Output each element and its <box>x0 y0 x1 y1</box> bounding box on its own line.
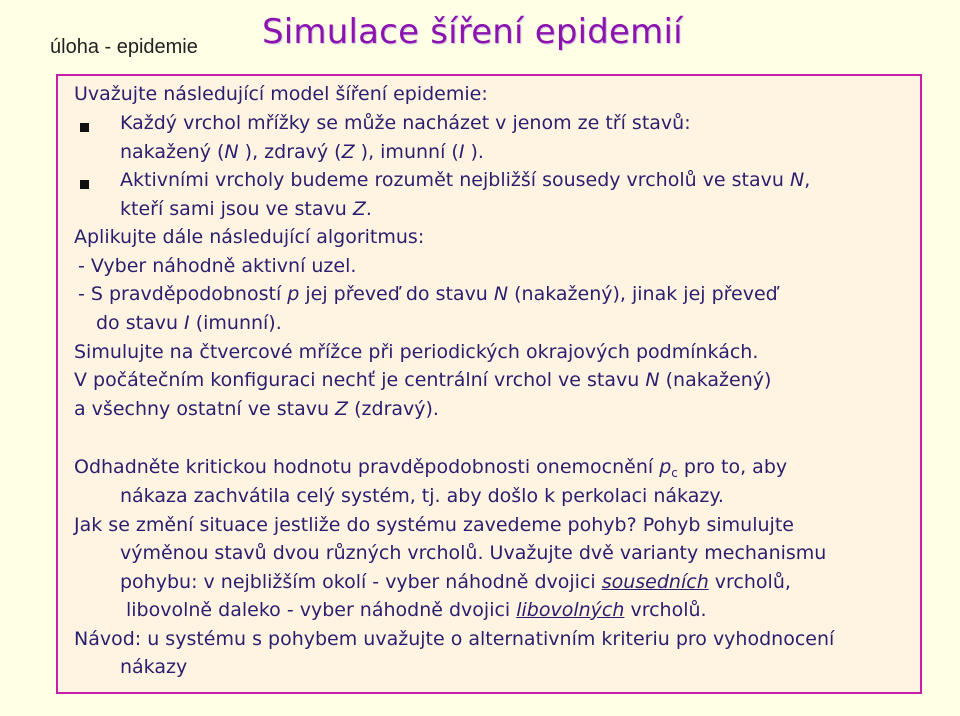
motion-line3: pohybu: v nejbližším okolí - vyber náhodně dvojici sousedních vrcholů, <box>120 571 791 593</box>
estimate-line1: Odhadněte kritickou hodnotu pravděpodobnosti onemocnění $p_c$ pro to, aby <box>74 456 788 480</box>
simulate-line: Simulujte na čtvercové mřížce při periodických okrajových podmínkách. <box>74 341 759 363</box>
bullet-square-icon <box>80 180 89 189</box>
algorithm-step2-line1: - S pravděpodobností p jej převeď do stavu N (nakažený), jinak jej převeď <box>78 283 778 305</box>
hint-line2: nákazy <box>120 656 188 678</box>
algorithm-intro: Aplikujte dále následující algoritmus: <box>74 226 425 248</box>
algorithm-step2-line2: do stavu I (imunní). <box>96 312 282 334</box>
bullet2-line1: Aktivními vrcholy budeme rozumět nejbližší sousedy vrcholů ve stavu N, <box>120 169 811 191</box>
bullet2-line2: kteří sami jsou ve stavu Z. <box>120 198 372 220</box>
content-box <box>56 74 922 694</box>
motion-line4: libovolně daleko - vyber náhodně dvojici libovolných vrcholů. <box>126 599 707 621</box>
algorithm-step1: - Vyber náhodně aktivní uzel. <box>78 255 357 277</box>
hint-line1: Návod: u systému s pohybem uvažujte o alternativním kriteriu pro vyhodnocení <box>74 628 835 650</box>
estimate-line2: nákaza zachvátila celý systém, tj. aby došlo k perkolaci nákazy. <box>120 485 724 507</box>
task-label: úloha - epidemie <box>50 36 198 58</box>
bullet1-line2: nakažený (N ), zdravý (Z ), imunní (I ). <box>120 141 484 163</box>
bullet1-line1: Každý vrchol mřížky se může nacházet v jenom ze tří stavů: <box>120 112 691 134</box>
slide-title: Simulace šíření epidemií <box>262 12 683 52</box>
intro-line: Uvažujte následující model šíření epidemie: <box>74 83 488 105</box>
initial-config-line1: V počátečním konfiguraci nechť je centrální vrchol ve stavu N (nakažený) <box>74 369 772 391</box>
motion-line2: výměnou stavů dvou různých vrcholů. Uvažujte dvě varianty mechanismu <box>120 542 827 564</box>
bullet-square-icon <box>80 123 89 132</box>
initial-config-line2: a všechny ostatní ve stavu Z (zdravý). <box>74 398 439 420</box>
motion-line1: Jak se změní situace jestliže do systému zavedeme pohyb? Pohyb simulujte <box>74 514 794 536</box>
